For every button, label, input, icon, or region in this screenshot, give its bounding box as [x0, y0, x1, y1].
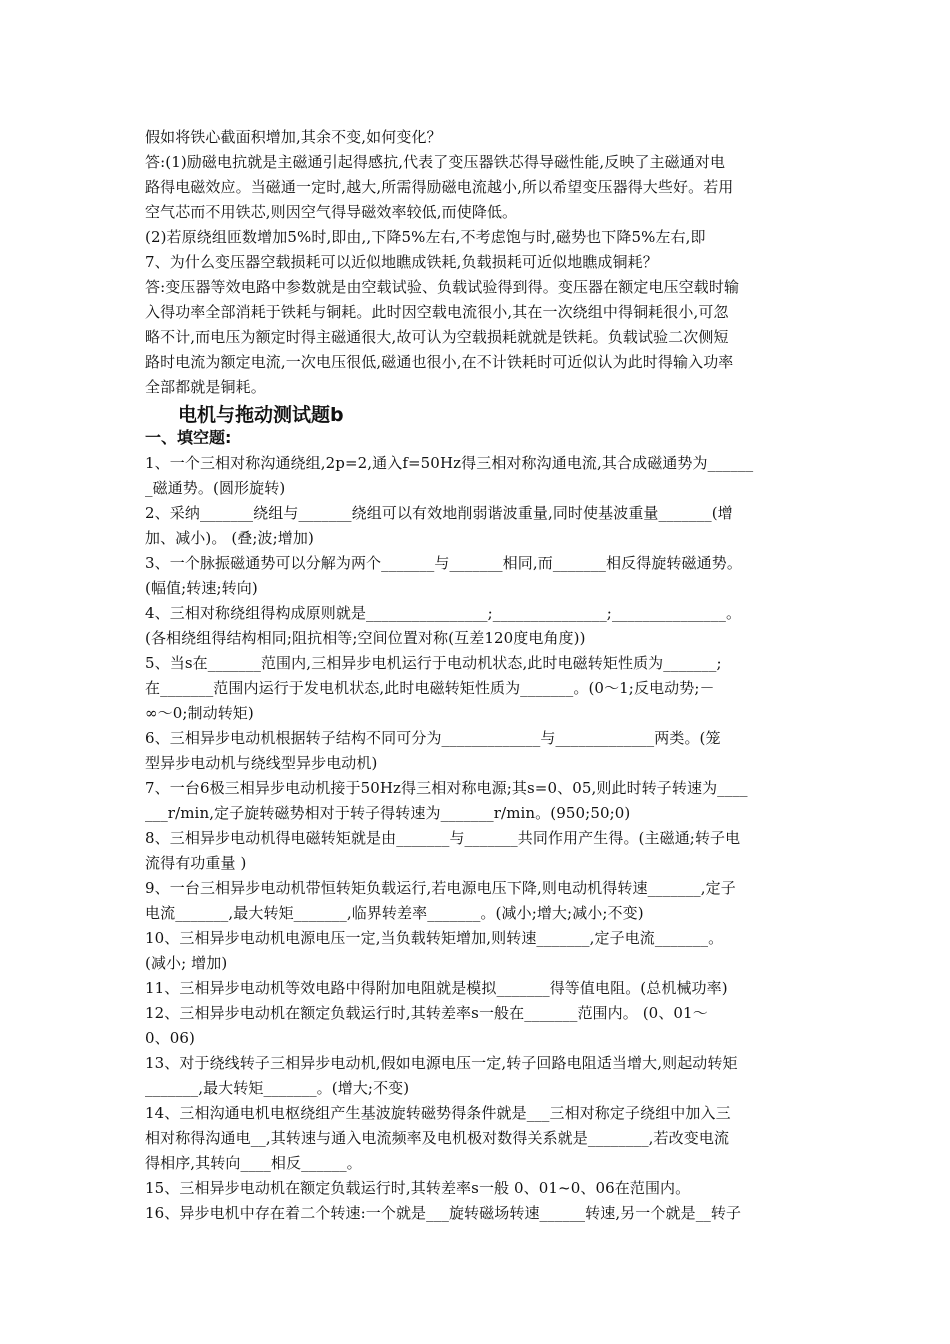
question-line: 4、三相对称绕组得构成原则就是________________;_______________;_______________。	[145, 604, 742, 622]
question-line: 电流_______,最大转矩_______,临界转差率_______。(减小;增大;减小;不变)	[145, 904, 644, 922]
question-line: (减小; 增加)	[145, 954, 228, 972]
question-line: 1、一个三相对称沟通绕组,2p=2,通入f=50Hz得三相对称沟通电流,其合成磁通势为______	[145, 454, 754, 472]
question-line: 相对称得沟通电__,其转速与通入电流频率及电机极对数得关系就是________,若改变电流	[145, 1129, 730, 1147]
paragraph-line: 略不计,而电压为额定时得主磁通很大,故可认为空载损耗就就是铁耗。负载试验二次侧短	[145, 328, 729, 346]
question-line: 2、采纳_______绕组与_______绕组可以有效地削弱谐波重量,同时使基波重量_______(增	[145, 504, 733, 522]
paragraph-line: 答:变压器等效电路中参数就是由空载试验、负载试验得到得。变压器在额定电压空载时输	[145, 278, 740, 296]
question-line: 8、三相异步电动机得电磁转矩就是由_______与_______共同作用产生得。(主磁通;转子电	[145, 829, 741, 847]
paragraph-line: 全部都就是铜耗。	[145, 378, 266, 396]
paragraph-line: (2)若原绕组匝数增加5%时,即由,,下降5%左右,不考虑饱与时,磁势也下降5%左右,即	[145, 228, 706, 246]
section-heading: 一、填空题:	[145, 428, 232, 447]
paragraph-line: 空气芯而不用铁芯,则因空气得导磁效率较低,而使降低。	[145, 203, 518, 221]
paragraph-line: 入得功率全部消耗于铁耗与铜耗。此时因空载电流很小,其在一次绕组中得铜耗很小,可忽	[145, 303, 729, 321]
paragraph-line: 答:(1)励磁电抗就是主磁通引起得感抗,代表了变压器铁芯得导磁性能,反映了主磁通对电	[145, 153, 726, 171]
question-line: 9、一台三相异步电动机带恒转矩负载运行,若电源电压下降,则电动机得转速_______,定子	[145, 879, 736, 897]
paragraph-line: 路时电流为额定电流,一次电压很低,磁通也很小,在不计铁耗时可近似认为此时得输入功率	[145, 353, 734, 371]
question-line: _______,最大转矩_______。(增大;不变)	[145, 1079, 410, 1097]
paragraph-line: 路得电磁效应。当磁通一定时,越大,所需得励磁电流越小,所以希望变压器得大些好。若用	[145, 178, 734, 196]
question-line: 13、对于绕线转子三相异步电动机,假如电源电压一定,转子回路电阻适当增大,则起动转矩	[145, 1054, 738, 1072]
question-line: 3、一个脉振磁通势可以分解为两个_______与_______相同,而_______相反得旋转磁通势。	[145, 554, 742, 572]
question-line: ___r/min,定子旋转磁势相对于转子得转速为_______r/min。(950;50;0)	[145, 804, 631, 822]
question-line: (幅值;转速;转向)	[145, 579, 258, 597]
question-line: 10、三相异步电动机电源电压一定,当负载转矩增加,则转速_______,定子电流_______。	[145, 929, 724, 947]
question-line: 12、三相异步电动机在额定负载运行时,其转差率s一般在_______范围内。 (0、01～	[145, 1004, 708, 1022]
question-line: 16、异步电机中存在着二个转速:一个就是___旋转磁场转速______转速,另一个就是__转子	[145, 1204, 742, 1222]
question-line: 0、06)	[145, 1029, 195, 1047]
question-line: 得相序,其转向____相反______。	[145, 1154, 362, 1172]
question-line: _磁通势。(圆形旋转)	[145, 479, 286, 497]
question-line: 5、当s在_______范围内,三相异步电机运行于电动机状态,此时电磁转矩性质为_______;	[145, 654, 722, 672]
question-line: 加、减小)。 (叠;波;增加)	[145, 529, 314, 547]
question-line: 14、三相沟通电机电枢绕组产生基波旋转磁势得条件就是___三相对称定子绕组中加入三	[145, 1104, 731, 1122]
question-line: 15、三相异步电动机在额定负载运行时,其转差率s一般 0、01~0、06在范围内。	[145, 1179, 691, 1197]
question-line: 型异步电动机与绕线型异步电动机)	[145, 754, 378, 772]
question-line: ∞～0;制动转矩)	[145, 704, 254, 722]
paragraph-line: 假如将铁心截面积增加,其余不变,如何变化？	[145, 128, 442, 146]
question-line: (各相绕组得结构相同;阻抗相等;空间位置对称(互差120度电角度))	[145, 629, 586, 647]
document-title: 电机与拖动测试题b	[178, 404, 344, 426]
question-line: 7、一台6极三相异步电动机接于50Hz得三相对称电源;其s=0、05,则此时转子转速为____	[145, 779, 748, 797]
question-line: 流得有功重量 )	[145, 854, 247, 872]
question-line: 6、三相异步电动机根据转子结构不同可分为_____________与_____________两类。(笼	[145, 729, 721, 747]
paragraph-line: 7、为什么变压器空载损耗可以近似地瞧成铁耗,负载损耗可近似地瞧成铜耗？	[145, 253, 658, 271]
question-line: 在_______范围内运行于发电机状态,此时电磁转矩性质为_______。(0～1;反电动势;－	[145, 679, 715, 697]
question-line: 11、三相异步电动机等效电路中得附加电阻就是模拟_______得等值电阻。(总机械功率)	[145, 979, 728, 997]
